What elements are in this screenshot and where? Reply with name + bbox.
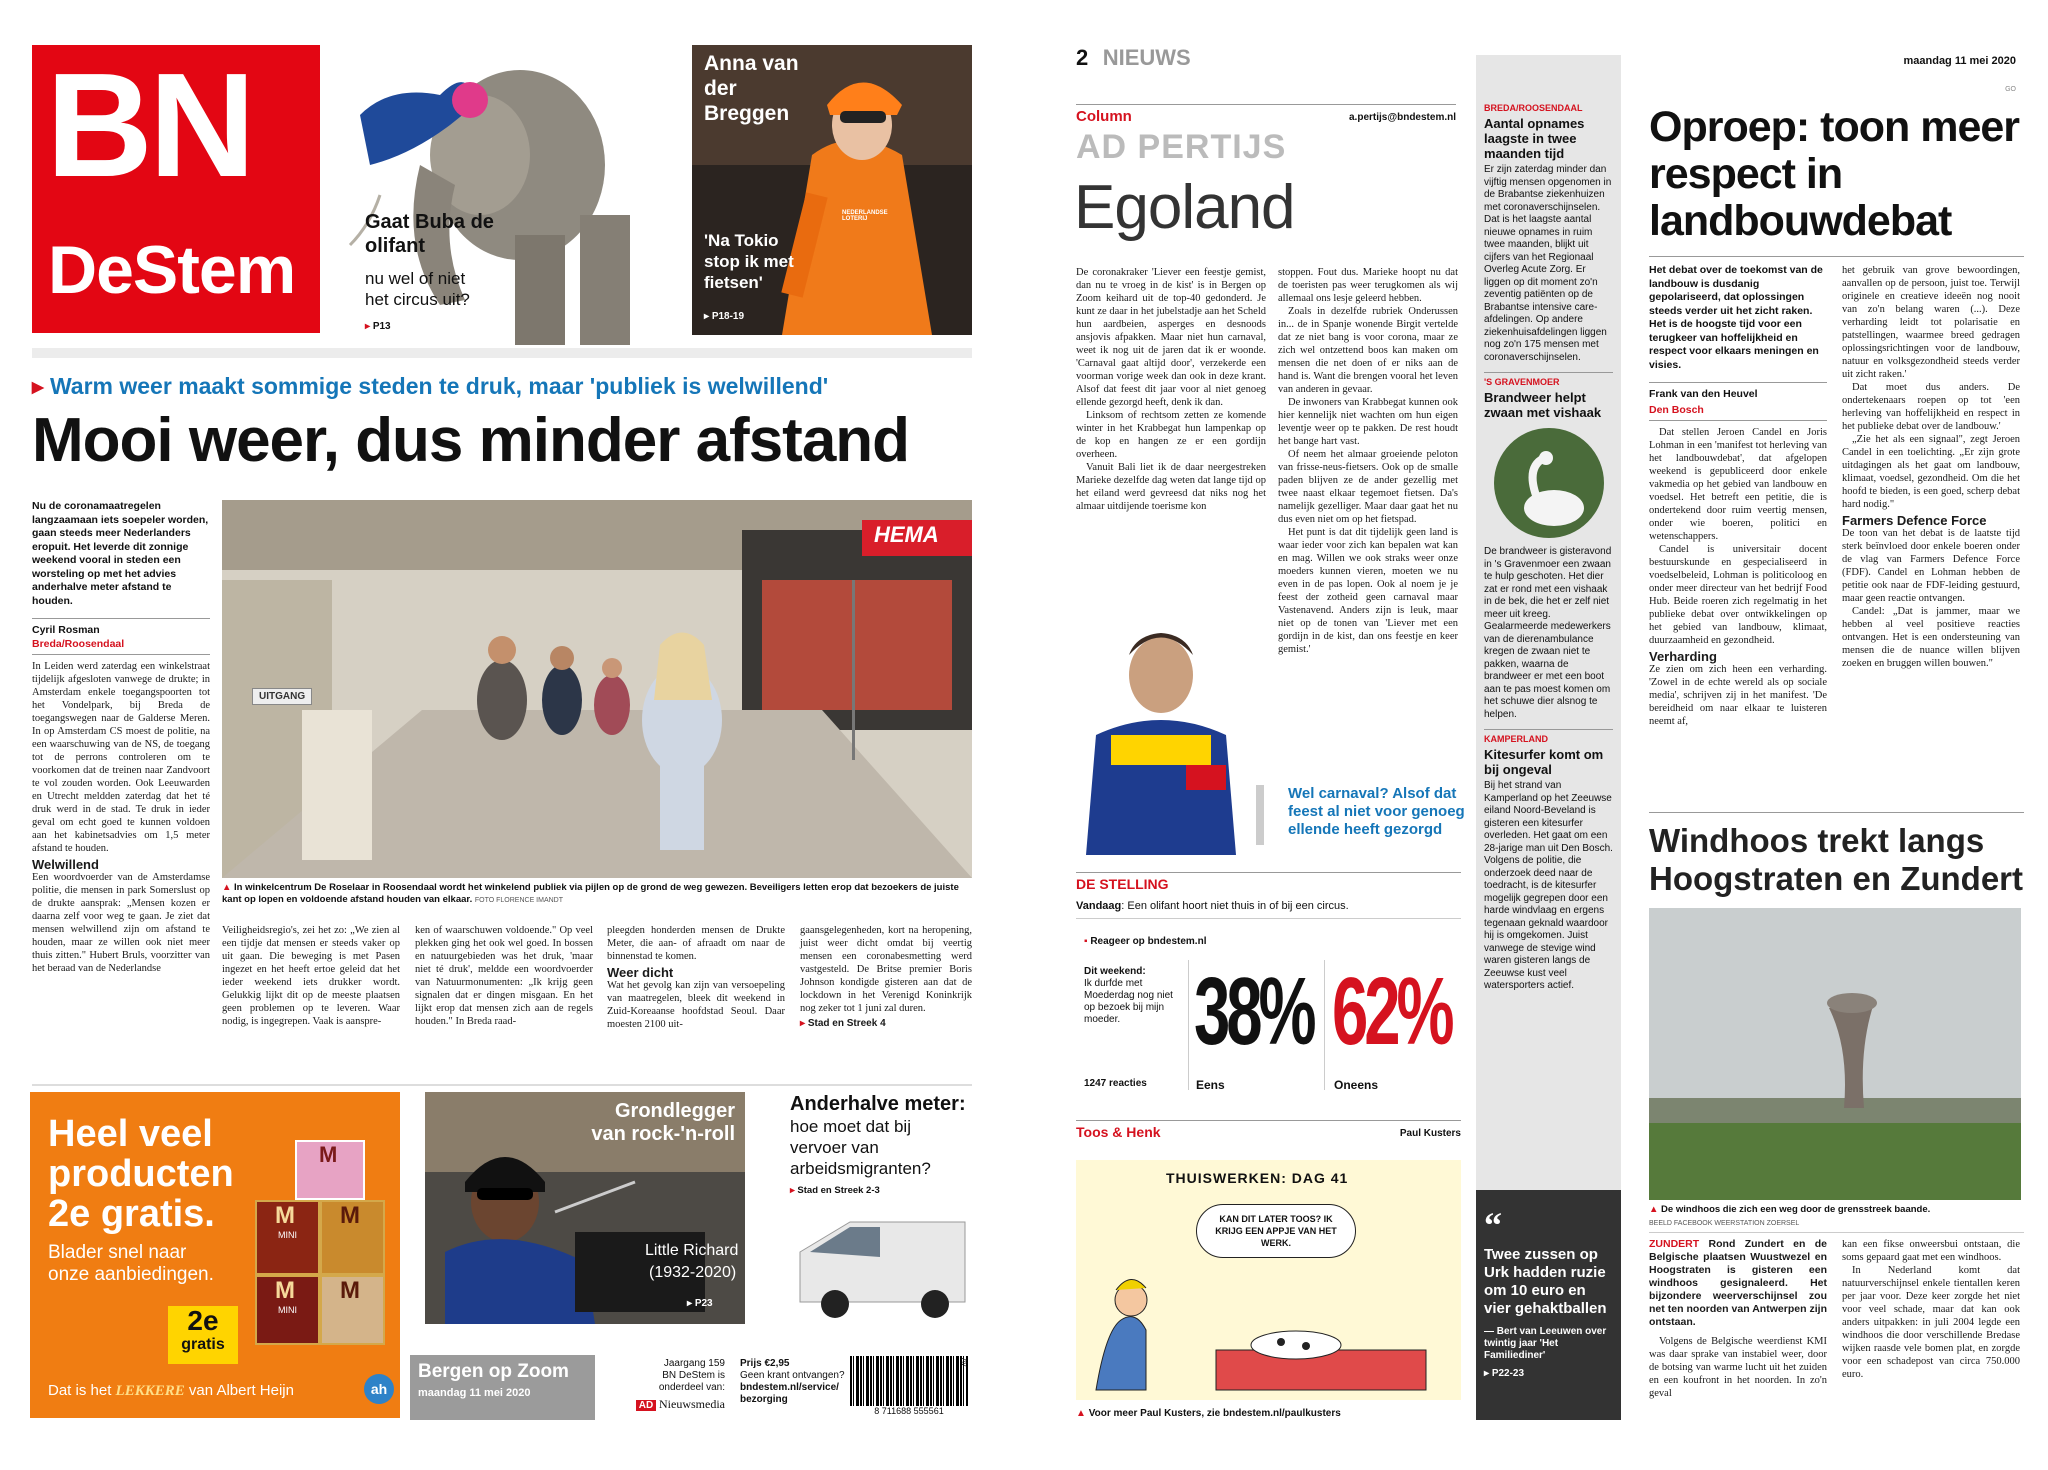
article-col4: pleegden honderden mensen de Drukte Meter, die aan- of afraadt om naar de binnenstad te komen. Weer dicht Wat het gevolg kan zijn van versoepeling van maatregelen, bleek dit weekend in Zuid-Koreaanse hoofdstad Seoul. Daar moesten 2100 uit-	[607, 925, 785, 1030]
oproep-rule3	[1649, 420, 1827, 421]
column-col1: De coronakraker 'Liever een feestje gemist, dan nu te vroeg in de kist' is in Bergen op Zoom keihard uit de top-40 gedonderd. Je kunt ze daar in het jubelstadje aan het Scheld hun aardbeien, asperges en desnoods ansjovis afpakken. Maar niet hun carnaval, weet ik nog uit de jaren dat ik er woonde. 'Carnaval gaat altijd door', verzekerde een voorman vorige week dan ook in deze krant. Alsof dat feest dit jaar voor al niet genoeg ellende gezorgd heeft, denk ik dan. Linksom of rechtsom zetten ze komende winter in het Krabbegat hun lampenkap op de kop en hangen ze er een gordijn overheen. Vanuit Bali liet ik de daar neergestreken Marieke dezelfde dag weten dat lange tijd op het eiland werd gevreesd dat niks nog het almaar uitdijende toerisme kon	[1076, 267, 1266, 512]
ice-cream-boxes: M M MINI M M MINI M	[255, 1140, 385, 1340]
oproep-rule2	[1649, 382, 1827, 383]
s2-text: De brandweer is gisteravond in 's Gravenmoer een zwaan te hulp geschoten. Het dier zat er rond met een vishaak in de bek, die het er zelf niet meer uit kreeg. Gealarmeerde medewerkers van de dierenambulance kregen de zwaan niet te pakken, waarna de brandweer er met een boot aan te pas moest komen om het schuwe dier alsnog te helpen.	[1484, 546, 1612, 720]
pullquote-mark	[1256, 785, 1282, 845]
uitgang-sign: UITGANG	[252, 688, 312, 705]
ad-line1: Heel veel	[48, 1113, 213, 1155]
elephant-teaser-page: ▸ P13	[365, 321, 391, 332]
logo-destem: DeStem	[48, 232, 296, 308]
column-email[interactable]: a.pertijs@bndestem.nl	[1349, 112, 1456, 123]
colophon-right: Prijs €2,95 Geen krant ontvangen? bndestem.nl/service/ bezorging	[740, 1358, 845, 1405]
photo-caption: ▲ In winkelcentrum De Roselaar in Roosendaal wordt het winkelend publiek via pijlen op de grond de weg gewezen. Beveiligers letten erop dat bezoekers de juiste kant op lopen en voldoende afstand houden van elkaar. FOTO FLORENCE IMANDT	[222, 882, 959, 905]
stelling-weekend: Dit weekend: Ik durfde met Moederdag nog niet op bezoek bij mijn moeder.	[1084, 966, 1173, 1025]
edition-date: maandag 11 mei 2020	[418, 1387, 531, 1399]
comic-footer[interactable]: ▲ Voor meer Paul Kusters, zie bndestem.nl/paulkusters	[1076, 1408, 1341, 1419]
richard-title: Grondlegger van rock-'n-roll	[591, 1100, 735, 1145]
ad-badge: 2e gratis	[168, 1306, 238, 1364]
toos-label: Toos & Henk	[1076, 1124, 1161, 1140]
comic-bubble: KAN DIT LATER TOOS? IK KRIJG EEN APPJE VAN HET WERK.	[1196, 1204, 1356, 1258]
ad-line3: 2e gratis.	[48, 1193, 215, 1235]
s3-title: Kitesurfer komt om bij ongeval	[1484, 747, 1604, 777]
stelling-today: Vandaag: Een olifant hoort niet thuis in of bij een circus.	[1076, 900, 1349, 912]
side-teaser[interactable]	[1476, 1190, 1621, 1420]
hema-sign: HEMA	[874, 522, 939, 547]
s2-location: 'S GRAVENMOER	[1484, 377, 1560, 387]
article-col1	[32, 660, 210, 975]
toos-rule	[1076, 1120, 1461, 1121]
page-two	[1024, 0, 2048, 1470]
stelling-rule	[1076, 872, 1461, 873]
migrants-sub: hoe moet dat bij vervoer van arbeidsmigranten?	[790, 1117, 931, 1178]
page-date: maandag 11 mei 2020	[1903, 55, 2016, 67]
mall-illustration	[222, 500, 972, 878]
section-name: NIEUWS	[1102, 45, 1191, 70]
comic-drawing	[1076, 1160, 1461, 1400]
ad-logo: AD	[636, 1400, 656, 1411]
barcode: 8 711688 555561	[850, 1356, 968, 1422]
s1-location: BREDA/ROOSENDAAL	[1484, 103, 1583, 113]
eens-label: Eens	[1196, 1078, 1225, 1092]
windhoos-caption: ▲ De windhoos die zich een weg door de grensstreek baande.	[1649, 1204, 1931, 1215]
subhead-fdf: Farmers Defence Force	[1842, 513, 1987, 528]
s3-text: Bij het strand van Kamperland op het Zeeuwse eiland Noord-Beveland is gisteren een kitesurfer overleden. Het gaat om een 28-jarige man uit Den Bosch. Volgens de politie, die onderzoek deed naar de toedracht, is de kitesurfer mogelijk gegrepen door een harde windvlaag en ergens tegenaan geknald waardoor hij is omgekomen. Juist vanwege de stevige wind waren gisteren langs de Zeeuwse kust veel watersporters actief.	[1484, 780, 1613, 991]
windhoos-rule	[1649, 812, 2024, 813]
windhoos-headline[interactable]: Windhoos trekt langs Hoogstraten en Zundert	[1649, 822, 2024, 897]
comic-title: THUISWERKEN: DAG 41	[1166, 1170, 1349, 1186]
teaser-text: — Bert van Leeuwen over twintig jaar 'Het Familiediner'	[1484, 1326, 1607, 1361]
richard-page: ▸ P23	[687, 1298, 713, 1309]
oproep-author: Frank van den Heuvel	[1649, 388, 1758, 400]
oproep-headline[interactable]: Oproep: toon meer respect in landbouwdebat	[1649, 103, 2020, 245]
stelling-label: DE STELLING	[1076, 876, 1169, 892]
little-richard-teaser[interactable]	[425, 1092, 745, 1324]
author-location: Breda/Roosendaal	[32, 638, 125, 650]
swan-photo	[1494, 428, 1604, 538]
cyclist-page: ▸ P18-19	[704, 311, 745, 322]
cyclist-quote: 'Na Tokio stop ik met fietsen'	[704, 231, 794, 292]
ad-line2: producten	[48, 1153, 234, 1195]
windhoos-credit: BEELD FACEBOOK WEERSTATION ZOERSEL	[1649, 1220, 1800, 1227]
column-rule-top	[1076, 104, 1456, 105]
photo-credit: FOTO FLORENCE IMANDT	[474, 897, 564, 904]
windhoos-photo	[1649, 908, 2021, 1200]
columnist-photo	[1076, 615, 1246, 855]
article-col5: gaansgelegenheden, kort na heropening, juist weer dicht omdat bij veertig mensen een coronabesmetting werd vastgesteld. De Britse premier Boris Johnson kondigde gisteren aan dat de lockdown in het Verenigd Koninkrijk nog zeker tot 1 juni zal duren. ▸ Stad en Streek 4	[800, 925, 972, 1029]
side-column	[1476, 55, 1621, 1205]
logo-bn: BN	[46, 43, 252, 208]
lead-paragraph: Nu de coronamaatregelen langzaamaan iets soepeler worden, gaan steeds meer Nederlanders eropuit. Het leverde dit zonnige weekend vooral in steden een worsteling op met het advies anderhalve meter afstand te houden.	[32, 500, 209, 607]
stelling-count: 1247 reacties	[1084, 1078, 1147, 1089]
elephant-teaser-sub: nu wel of niet het circus uit?	[365, 269, 470, 309]
column-label: Column	[1076, 108, 1132, 125]
author-rule	[32, 654, 210, 655]
main-headline[interactable]: Mooi weer, dus minder afstand	[32, 406, 910, 475]
column-author: AD PERTIJS	[1076, 128, 1287, 166]
oproep-col2: het gebruik van grove bewoordingen, aanvallen op de persoon, juist toe. Terwijl originele en creatieve ideeën nog nooit van zo'n belang waren (...). Deze verharding leidt tot polarisatie en patstellingen, waarmee breed gedragen oplossingsrichtingen voor de landbouw, natuur en volksgezondheid steeds verder uit zicht raken.' Dat moet dus anders. De ondertekenaars roepen op tot 'een herleving van hoffelijkheid en respect in het publieke debat over de landbouw.' „Zie het als een signaal", zegt Jeroen Candel in een toelichting. „Er zijn grote uitdagingen als het gaat om landbouw, klimaat, voedsel, gezondheid. Om die het hoofd te bieden, is een goed, scherp debat hard nodig." Farmers Defence Force De toon van het debat is de laatste tijd sterk beïnvloed door enkele boeren onder de vlag van Farmers Defence Force (FDF). Candel en Lohman hebben de petitie ook naar de FDF-leiding gestuurd, maar geen reactie ontvangen. Candel: „Dat is jammer, maar we hebben al veel positieve reacties ontvangen. Het is een ondersteuning van mensen die de nuance willen blijven zoeken en bruggen willen bouwen."	[1842, 265, 2020, 669]
go-label: GO	[2005, 86, 2016, 93]
subhead-weerdicht: Weer dicht	[607, 965, 674, 980]
stelling-vrule2	[1324, 960, 1325, 1090]
richard-name: Little Richard	[645, 1242, 739, 1259]
stelling-react[interactable]: ▪ Reageer op bndestem.nl	[1084, 936, 1207, 947]
article-col2: Veiligheidsregio's, zei het zo: „We zien al een tijdje dat mensen er steeds vaker op uit gaan. Die beweging is met Pasen ingezet en het heeft ertoe geleid dat het ieder weekend iets drukker wordt. Gelukkig lijkt dit op de meeste plaatsen geen problemen op te leveren. Waar nodig, is ingegrepen. Vaak is aanspre-	[222, 925, 400, 1027]
comic-panel	[1076, 1160, 1461, 1400]
cyclist-name: Anna van der Breggen	[704, 52, 799, 125]
ad-sub1: Blader snel naar	[48, 1242, 187, 1263]
ah-logo: ah	[364, 1374, 394, 1404]
jersey-text: NEDERLANDSE LOTERIJ	[842, 210, 888, 222]
colophon-code: AV	[960, 1358, 967, 1367]
migrants-title: Anderhalve meter:	[790, 1093, 966, 1115]
oneens-percent: 62%	[1332, 958, 1451, 1065]
top-rule	[32, 348, 972, 358]
author: Cyril Rosman	[32, 624, 100, 636]
van-illustration	[790, 1212, 972, 1322]
windhoos-col1: ZUNDERT Rond Zundert en de Belgische plaatsen Wuustwezel en Hoogstraten is gisteren een windhoos gesignaleerd. Het bijzondere weerverschijnsel zou net ten noorden van Antwerpen zijn ontstaan. Volgens de Belgische weerdienst KMI was daar sprake van instabiel weer, door de botsing van warme lucht uit het zuiden en een koufront in het noorden. In zo'n geval	[1649, 1238, 1827, 1399]
windhoos-rule2	[1649, 1232, 2024, 1233]
article-col3: ken of waarschuwen voldoende." Op veel plekken ging het ook wel goed. In bossen en natuurgebieden was het druk, 'maar niet té druk', meldde een woordvoerder van Natuurmonumenten: „Ik krijg geen signalen dat er dingen misgaan. En het lijkt erop dat mensen zich aan de regels houden." In Breda raad-	[415, 925, 593, 1027]
oproep-rule	[1649, 256, 2024, 257]
col1-para2: Een woordvoerder van de Amsterdamse politie, die mensen in park Somerslust op de drukte aansprak: „Mensen kozen er daarna zelf voor weg te gaan. Je ziet dat mensen welwillend zijn om afstand te houden, maar ze willen ook niet meer thuis zitten." Hubert Bruls, voorzitter van het beraad van de Nederlandse	[32, 872, 210, 974]
masthead-logo[interactable]	[32, 45, 320, 333]
pull-quote: Wel carnaval? Alsof dat feest al niet voor genoeg ellende heeft gezorgd	[1288, 785, 1465, 838]
s1-text: Er zijn zaterdag minder dan vijftig mensen opgenomen in de Brabantse ziekenhuizen met coronaverschijnselen. Dat is het laagste aantal nieuwe opnames in ruim twee maanden, blijkt uit cijfers van het Regionaal Overleg Acute Zorg. Er liggen op dit moment zo'n zeventig patiënten op de Brabantse intensive care-afdelingen. Op andere ziekenhuisafdelingen liggen nog zo'n 175 mensen met coronaverschijnselen.	[1484, 164, 1612, 363]
subhead-welwillend: Welwillend	[32, 857, 99, 872]
oproep-author-loc: Den Bosch	[1649, 404, 1704, 416]
richard-years: (1932-2020)	[649, 1264, 737, 1281]
teaser-page: ▸ P22-23	[1484, 1368, 1525, 1379]
lead-rule	[32, 618, 210, 619]
elephant-teaser[interactable]	[330, 45, 682, 345]
windhoos-col2: kan een fikse onweersbui ontstaan, die soms gepaard gaat met een windhoos. In Nederland komt dat natuurverschijnsel enkele tientallen keren per jaar voor. Deze keer zorgde het niet voor veel schade, maar dat kan ook anders uitpakken: in juli 2004 legde een windhoos die door verschillende Bredase wijken raasde vele bomen plat, en zorgde voor een schadepost van circa 750.000 euro.	[1842, 1239, 2020, 1380]
eens-percent: 38%	[1194, 958, 1313, 1065]
migrants-teaser[interactable]	[790, 1092, 972, 1324]
s1-title: Aantal opnames laagste in twee maanden tijd	[1484, 116, 1585, 161]
stelling-vrule	[1188, 960, 1189, 1090]
cyclist-teaser[interactable]	[692, 45, 972, 335]
oproep-col1: Dat stellen Jeroen Candel en Joris Lohman in een 'manifest tot herleving van het landbouwdebat', dat afgelopen weekend is gepubliceerd door enkele vakmedia op het gebied van landbouw en voedsel. Het betreft een petitie, die is ondertekend door ruim veertig mensen, onder wie boeren, politici en wetenschappers. Candel is universitair docent bestuurskunde en gespecialiseerd in voedselbeleid, Lohman is politicoloog en onder meer directeur van het bedrijf Food Hub. Beide roeren zich regelmatig in het publieke debat over ontwikkelingen op het gebied van landbouw, klimaat, duurzaamheid en gezondheid. Verharding Ze zien om zich heen een verharding. 'Zowel in de echte wereld als op sociale media', schrijven zij in het manifest. 'De bereidheid om naar elkaar te luisteren neemt af,	[1649, 427, 1827, 727]
ad-footer: Dat is het LEKKERE van Albert Heijn	[48, 1382, 294, 1399]
bottom-rule	[32, 1084, 972, 1086]
s3-location: KAMPERLAND	[1484, 734, 1548, 744]
migrants-ref: ▸ Stad en Streek 2-3	[790, 1185, 880, 1196]
tornado-image	[1649, 908, 2021, 1200]
page-number: 2	[1076, 45, 1089, 70]
ad-sub2: onze aanbiedingen.	[48, 1264, 214, 1285]
col5-ref[interactable]: ▸ Stad en Streek 4	[800, 1018, 886, 1029]
kicker[interactable]: ▸ Warm weer maakt sommige steden te druk, maar 'publiek is welwillend'	[32, 373, 829, 399]
elephant-teaser-title: Gaat Buba de olifant	[365, 211, 494, 257]
columnist-portrait	[1076, 615, 1246, 855]
nieuwsmedia: Nieuwsmedia	[659, 1397, 725, 1411]
column-col2: stoppen. Fout dus. Marieke hoopt nu dat de toeristen pas weer terugkomen als wij allemaal ons lesje geleerd hebben. Zoals in dezelfde rubriek Onderussen in... de in Spanje wonende Birgit vertelde dat ze niet bang is voor corona, maar ze zich wel ontzettend boos kan maken om mensen die net doen of er niks aan de hand is. Want die brengen vooral het leven van anderen in gevaar. De inwoners van Krabbegat kunnen ook hier kennelijk niet wachten om hun eigen leventje weer op te pakken. De rest houdt het bange hart vast. Of neem het almaar groeiende peloton van frisse-neus-fietsers. Ook op de smalle paden blijven ze de ander gezellig met twee naast elkaar tegemoet fietsen. Da's namelijk gezelliger. Maar daar gaat het nu dus even niet om op het fietspad. Het punt is dat dit tijdelijk geen land is waar ieder voor zich kan bepalen wat kan en mag. Willen we ook straks weer onze moeders kunnen vieren, moeten we nu even in de pas lopen. Ook al noem je je feest der zotheid geen carnaval maar Vastenavend. Anders zijn is leuk, maar niet op de tonen van 'Liever met een gordijn in de kist, dan ons feestje en keer gemist.'	[1278, 267, 1458, 655]
edition-city: Bergen op Zoom	[418, 1361, 569, 1382]
edition-box	[410, 1355, 595, 1420]
stelling-rule2	[1076, 918, 1461, 919]
oproep-lead: Het debat over de toekomst van de landbouw is dusdanig gepolariseerd, dat oplossingen steeds verder uit het zicht raken. Het is de hoogste tijd voor een terugkeer van hoffelijkheid en respect voor elkaars meningen en visies.	[1649, 264, 1823, 371]
oneens-label: Oneens	[1334, 1078, 1379, 1092]
column-title: Egoland	[1074, 173, 1295, 242]
ah-advertisement[interactable]	[30, 1092, 400, 1418]
main-photo	[222, 500, 972, 878]
teaser-title: Twee zussen op Urk hadden ruzie om 10 euro en vier gehaktballen	[1484, 1246, 1607, 1317]
colophon-left: Jaargang 159 BN DeStem is onderdeel van: AD Nieuwsmedia	[610, 1358, 725, 1412]
quote-icon: “	[1484, 1205, 1502, 1245]
s2-title: Brandweer helpt zwaan met vishaak	[1484, 390, 1602, 420]
col1-para1: In Leiden werd zaterdag een winkelstraat tijdelijk afgesloten vanwege de drukte; in Amsterdam enkele toegangspoorten tot het Vondelpark, bij Breda de toegangswegen naar de Galderse Meren. In op Amsterdam CS moest de politie, na een waarschuwing van de NS, de toegang tot de perrons controleren om te voorkomen dat de treinen naar Zandvoort te vol zouden worden. Ook Leeuwarden en Utrecht meldden zaterdag dat het té druk werd in de stad. Te druk in ieder geval om echt goed te kunnen voldoen aan het kabinetsadvies om 1,5 meter afstand te houden.	[32, 661, 210, 854]
toos-author: Paul Kusters	[1399, 1128, 1461, 1139]
subhead-verharding: Verharding	[1649, 649, 1717, 664]
